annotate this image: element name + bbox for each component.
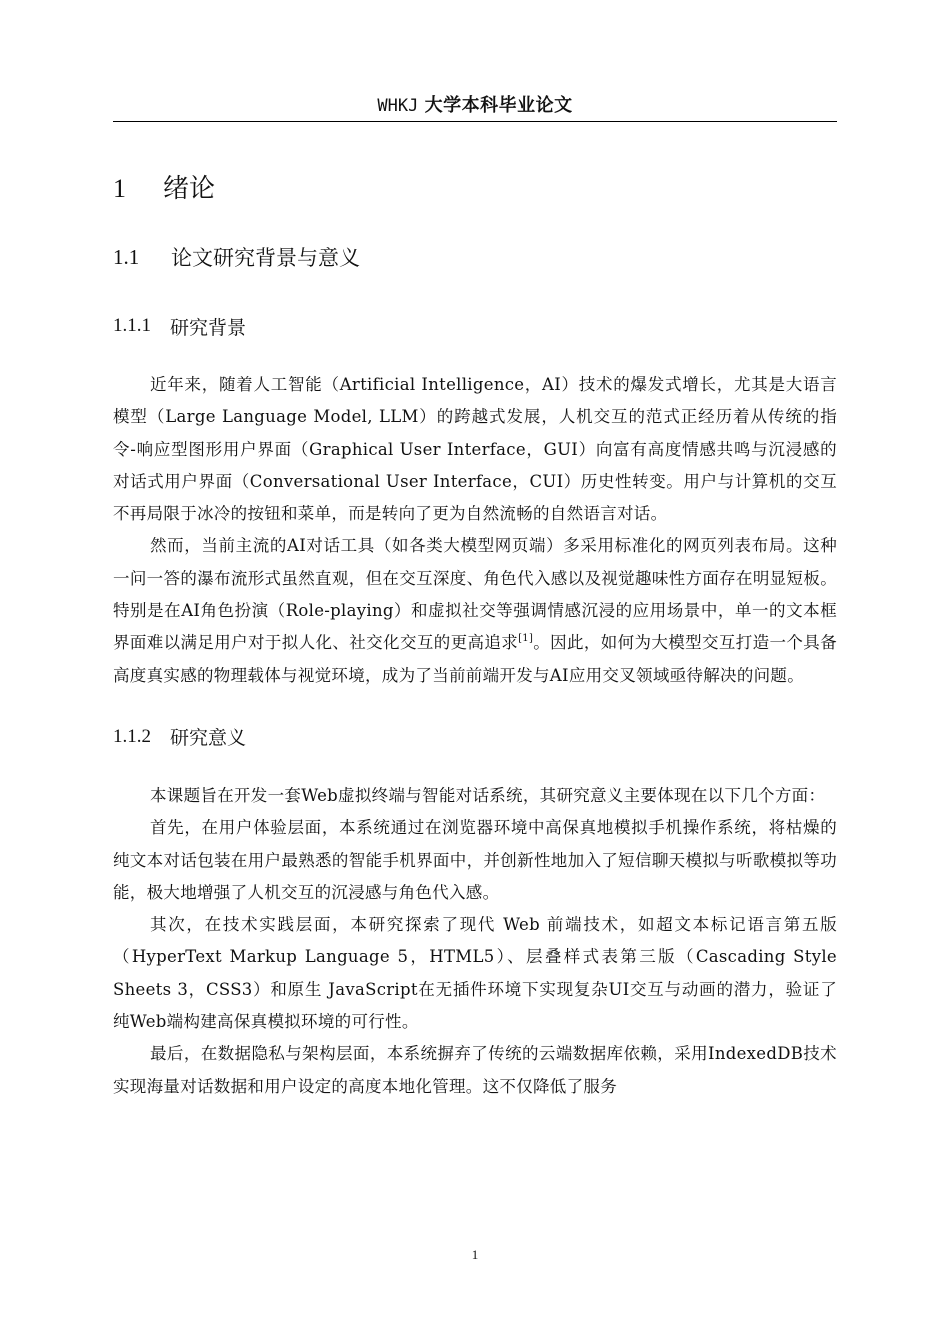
section-number: 1.1 bbox=[113, 244, 140, 269]
paragraph-significance-3: 其次，在技术实践层面，本研究探索了现代 Web 前端技术，如超文本标记语言第五版（HyperText Markup Language 5，HTML5）、层叠样式表第三版（Cascading Style Sheets 3，CSS3）和原生 JavaScript在无插件环境下实现复杂UI交互与动画的潜力，验证了纯Web端构建高保真模拟环境的可行性。 bbox=[113, 915, 837, 1032]
subsection-number: 1.1.2 bbox=[113, 725, 151, 747]
page-number: 1 bbox=[471, 1247, 479, 1262]
paragraph-background-1: 近年来，随着人工智能（Artificial Intelligence，AI）技术的爆发式增长，尤其是大语言模型（Large Language Model, LLM）的跨越式发展，人机交互的范式正经历着从传统的指令-响应型图形用户界面（Graphical User Interface，GUI）向富有高度情感共鸣与沉浸感的对话式用户界面（Conversational User Interface，CUI）历史性转变。用户与计算机的交互不再局限于冰冷的按钮和菜单，而是转向了更为自然流畅的自然语言对话。 bbox=[113, 375, 837, 524]
body-content bbox=[113, 165, 837, 1103]
header-rule bbox=[113, 121, 837, 122]
paragraph-significance-4: 最后，在数据隐私与架构层面，本系统摒弃了传统的云端数据库依赖，采用IndexedDB技术实现海量对话数据和用户设定的高度本地化管理。这不仅降低了服务 bbox=[113, 1044, 837, 1096]
paragraph-significance-2: 首先，在用户体验层面，本系统通过在浏览器环境中高保真地模拟手机操作系统，将枯燥的纯文本对话包装在用户最熟悉的智能手机界面中，并创新性地加入了短信聊天模拟与听歌模拟等功能，极大地增强了人机交互的沉浸感与角色代入感。 bbox=[113, 818, 837, 902]
running-header bbox=[113, 94, 837, 118]
subsection-title: 研究背景 bbox=[170, 316, 247, 339]
subsection-heading-1-1-1 bbox=[113, 307, 837, 345]
header-title: 大学本科毕业论文 bbox=[424, 95, 573, 116]
chapter-heading bbox=[113, 165, 837, 213]
chapter-title: 绪论 bbox=[163, 174, 216, 204]
paragraph-significance-1: 本课题旨在开发一套Web虚拟终端与智能对话系统，其研究意义主要体现在以下几个方面： bbox=[150, 785, 826, 805]
paragraph-text: 。因此，如何为大模型交互打造一个具备高度真实感的物理载体与视觉环境，成为了当前前端开发与AI应用交叉领域亟待解决的问题。 bbox=[113, 633, 837, 685]
paragraph-text: 然而，当前主流的AI对话工具（如各类大模型网页端）多采用标准化的网页列表布局。这种一问一答的瀑布流形式虽然直观，但在交互深度、角色代入感以及视觉趣味性方面存在明显短板。特别是在AI角色扮演（Role-playing）和虚拟社交等强调情感沉浸的应用场景中，单一的文本框界面难以满足用户对于拟人化、社交化交互的更高追求 bbox=[113, 536, 837, 653]
header-school-code: WHKJ bbox=[377, 96, 419, 116]
citation-reference[interactable]: [1] bbox=[518, 633, 534, 645]
section-heading-1-1 bbox=[113, 237, 837, 277]
subsection-number: 1.1.1 bbox=[113, 315, 151, 336]
subsection-title: 研究意义 bbox=[170, 727, 247, 750]
subsection-heading-1-1-2 bbox=[113, 718, 837, 756]
section-title: 论文研究背景与意义 bbox=[171, 246, 360, 270]
chapter-number: 1 bbox=[113, 174, 126, 203]
paragraph-background-2 bbox=[113, 530, 837, 691]
